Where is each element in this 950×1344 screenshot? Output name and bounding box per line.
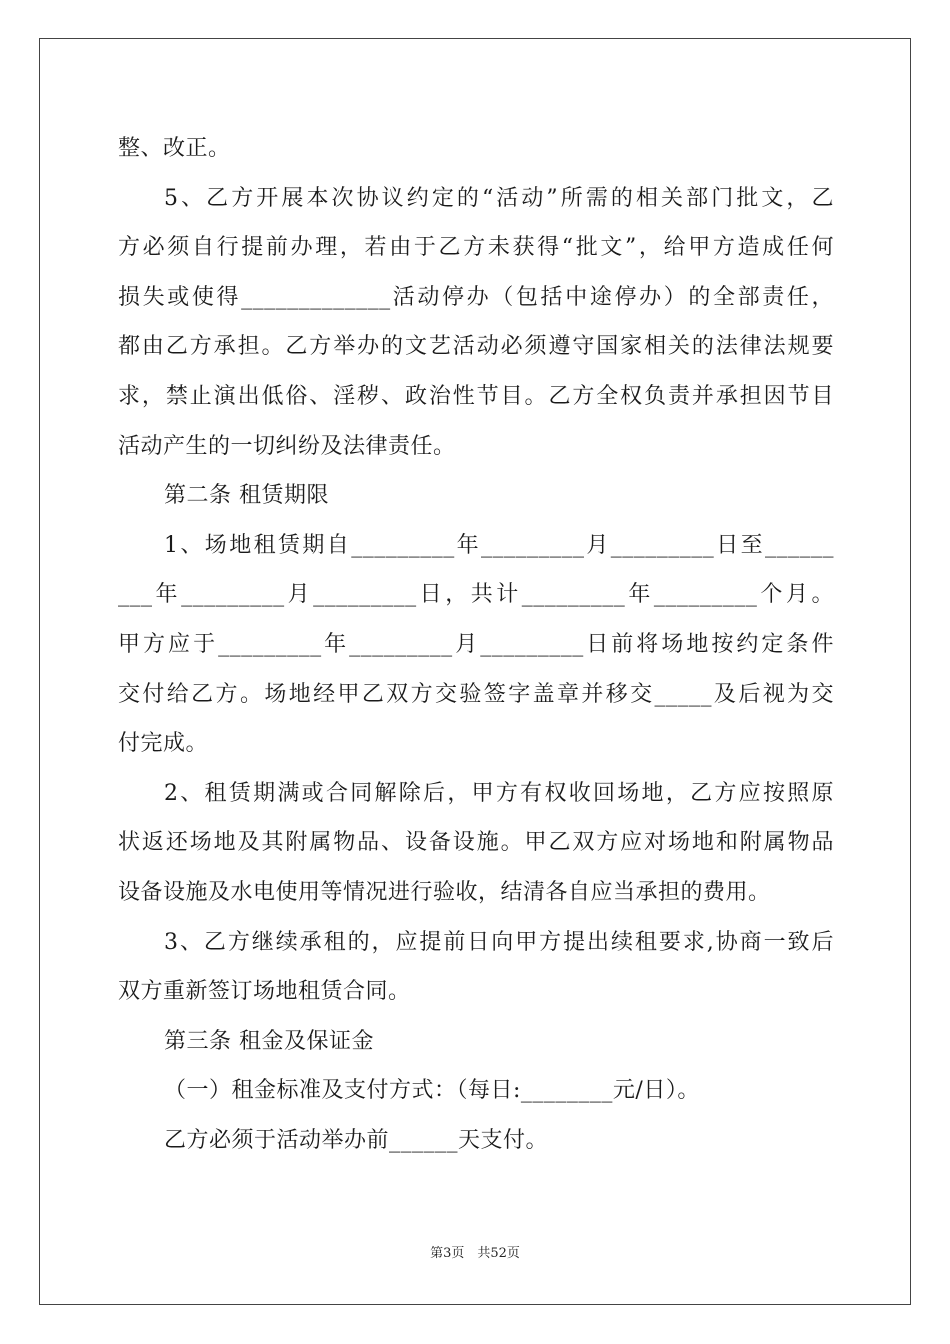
paragraph-line: 损失或使得_____________活动停办（包括中途停办）的全部责任， — [118, 284, 834, 310]
text-line: 整、改正。 — [118, 136, 231, 161]
section-heading: 第二条 租赁期限 — [164, 483, 329, 509]
paragraph-line: 方必须自行提前办理，若由于乙方未获得“批文”，给甲方造成任何 — [118, 235, 834, 261]
paragraph-line: 5、乙方开展本次协议约定的“活动”所需的相关部门批文，乙 — [164, 185, 834, 211]
paragraph-line: 付完成。 — [118, 731, 209, 757]
section-heading: 第三条 租金及保证金 — [164, 1028, 374, 1054]
paragraph-line: 乙方必须于活动举办前______天支付。 — [164, 1127, 549, 1153]
paragraph-line: 双方重新签订场地租赁合同。 — [118, 979, 411, 1005]
paragraph-line: 2、租赁期满或合同解除后，甲方有权收回场地，乙方应按照原 — [164, 780, 834, 806]
paragraph-line: ___年_________月_________日，共计_________年_________个月。 — [118, 582, 834, 608]
paragraph-line: 设备设施及水电使用等情况进行验收，结清各自应当承担的费用。 — [118, 879, 771, 905]
paragraph-line: 甲方应于_________年_________月_________日前将场地按约定条件 — [118, 631, 834, 657]
paragraph-line: 都由乙方承担。乙方举办的文艺活动必须遵守国家相关的法律法规要 — [118, 334, 834, 360]
page-number-footer: 第3页 共52页 — [430, 1246, 520, 1261]
document-body — [118, 124, 834, 1165]
paragraph-line: 3、乙方继续承租的，应提前日向甲方提出续租要求,协商一致后 — [164, 929, 834, 955]
paragraph-line: 活动产生的一切纠纷及法律责任。 — [118, 433, 456, 459]
paragraph-line: 状返还场地及其附属物品、设备设施。甲乙双方应对场地和附属物品 — [118, 830, 834, 856]
paragraph-line: （一）租金标准及支付方式：（每日:________元/日）。 — [164, 1078, 700, 1104]
paragraph-line: 求，禁止演出低俗、淫秽、政治性节目。乙方全权负责并承担因节目 — [118, 383, 834, 409]
paragraph-line: 1、场地租赁期自_________年_________月_________日至______ — [164, 532, 834, 558]
paragraph-line: 交付给乙方。场地经甲乙双方交验签字盖章并移交_____及后视为交 — [118, 681, 834, 707]
